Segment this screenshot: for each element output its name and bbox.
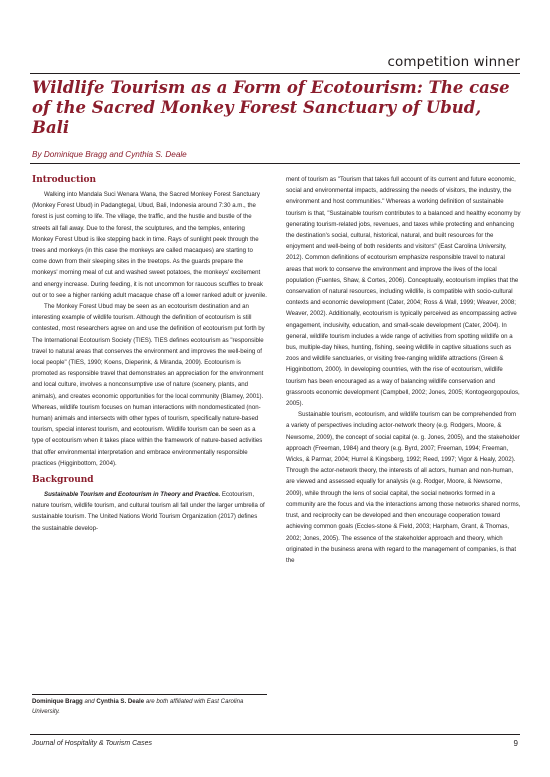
background-paragraph-1: [32, 489, 267, 534]
footnote-author-2: Cynthia S. Deale: [96, 698, 145, 705]
left-column: [32, 174, 267, 534]
article-byline: By Dominique Bragg and Cynthia S. Deale: [32, 150, 187, 159]
competition-winner-banner: competition winner: [387, 54, 520, 70]
top-rule: [30, 73, 520, 74]
footnote-rule: [32, 694, 267, 695]
right-column: [286, 174, 521, 566]
right-paragraph-1: ment of tourism as "Tourism that takes full account of its current and future economic, social and environmental impacts, addressing the needs of visitors, the industry, the environment and host communities." Whereas a working definition of sustainable tourism is that, "Sustainable tourism contributes to a balanced and healthy economy by generating tourism-related jobs, revenues, and taxes while protecting and enhancing the destination's social, cultural, historical, natural, and built resources for the enjoyment and well-being of both residents and visitors" (East Carolina University, 2012). Common definitions of ecotourism emphasize responsible travel to natural areas that work to conserve the environment and improve the lives of the local population (Fuentes, Shaw, & Cortes, 2006). Conceptually, ecotourism implies that the conservation of natural resources, including wildlife, is compatible with socio-cultural contexts and economic development (Cater, 2004; Ross & Wall, 1999; Weaver, 2008; Weaver, 2002). Additionally, ecotourism is typically perceived as encompassing active engagement, inclusivity, education, and small-scale development (Cater, 2004). In general, wildlife tourism includes a wide range of activities from spotting wildlife on a bus, multiple-day hikes, hunting, fishing, seeing wildlife in captive situations such as zoos and wildlife sanctuaries, or visiting free-ranging wildlife attractions (Green & Higginbottom, 2000). In developing countries, with the rise of ecotourism, wildlife tourism has been encouraged as a way of balancing wildlife conservation and grassroots economic development (Campbell, 2002; Jones, 2005; Kontogeorgopoulos, 2005).: [286, 176, 521, 408]
bottom-rule: [30, 734, 520, 735]
footnote-affiliation: are both affiliated with East Carolina University.: [32, 698, 244, 715]
background-heading: Background: [32, 475, 94, 486]
background-runin-heading: Sustainable Tourism and Ecotourism in Theory and Practice.: [44, 491, 221, 499]
journal-name: Journal of Hospitality & Tourism Cases: [32, 740, 152, 747]
article-title: Wildlife Tourism as a Form of Ecotourism: The case of the Sacred Monkey Forest Sanctuary of Ubud, Bali: [32, 78, 510, 137]
byline-rule: [30, 163, 520, 164]
footnote-author-1: Dominique Bragg: [32, 698, 83, 705]
footnote-and: and: [82, 698, 97, 705]
intro-paragraph-2: The Monkey Forest Ubud may be seen as an ecotourism destination and an interesting example of wildlife tourism. Although the definition of ecotourism is still contested, most researchers agree on and use the definition of ecotourism put forth by The International Ecotourism Society (TIES). TIES defines ecotourism as "responsible travel to natural areas that conserves the environment and improves the well-being of local people" (TIES, 1990; Koens, Dieperink, & Miranda, 2009). Ecotourism is promoted as responsible travel that demonstrates an appreciation for the environment and local culture, involves a nonconsumptive use of nature (scenery, plants, and animals), and creates economic opportunities for the local community (Blamey, 2001). Whereas, wildlife tourism focuses on human interactions with nondomesticated (non-human) animals and intersects with other types of tourism, specifically nature-based tourism, special interest tourism, and ecotourism. Wildlife tourism can be seen as a type of ecotourism when it takes place within the framework of nature-based activities that offer environmental interpretation and embrace environmentally responsible practices (Higginbottom, 2004).: [32, 303, 265, 467]
background-paragraph-text: Ecotourism, nature tourism, wildlife tourism, and cultural tourism all fall under the larger umbrella of sustainable tourism. The United Nations World Tourism Organization (2017) defines the sustainable develop-: [32, 491, 265, 532]
intro-paragraph-1: Walking into Mandala Suci Wenara Wana, the Sacred Monkey Forest Sanctuary (Monkey Forest Ubud) in Padangtegal, Ubud, Bali, Indonesia around 7:30 a.m., the forest is just coming to life. The village, the traffic, and the hustle and bustle of the streets all fall away. Due to the forest, the sculptures, and the temples, entering Monkey Forest Ubud is like stepping back in time. Rays of sunlight peek through the trees and monkeys (in this case the monkeys are called macaques) are starting to come down from their sleeping sites in the treetops. As the guards prepare the monkeys' morning meal of cut and washed sweet potatoes, the monkeys' excitement and energy increase. During feeding, it is not uncommon for raucous scuffles to break out or to see a higher ranking adult macaque chase off a lower ranked adult or juvenile.: [32, 191, 267, 299]
right-paragraph-2: Sustainable tourism, ecotourism, and wildlife tourism can be comprehended from a variety of perspectives including actor-network theory (e.g. Rodgers, Moore, & Newsome, 2009), the concept of social capital (e. g. Jones, 2005), and the stakeholder approach (Freeman, 1984) and theory (e.g. Byrd, 2007; Freeman, 1994; Freeman, Wicks, & Parmar, 2004; Hurrel & Kingsberg, 1992; Reed, 1997; Vigor & Healy, 2002). Through the actor-network theory, the interests of all actors, human and non-human, are viewed and assessed equally for analysis (e.g. Rodger, Moore, & Newsome, 2009), while through the lens of social capital, the social networks formed in a community are the focus and via the interactions among those networks shared norms, trust, and reciprocity can be developed and then encourage cooperation toward achieving common goals (Eccles-stone & Field, 2003; Harpham, Grant, & Thomas, 2002; Jones, 2005). The essence of the stakeholder approach and theory, which originated in the business arena with regard to the management of companies, is that the: [286, 411, 521, 564]
author-footnote: [32, 697, 267, 716]
page-number: 9: [513, 739, 518, 748]
introduction-heading: Introduction: [32, 175, 97, 185]
